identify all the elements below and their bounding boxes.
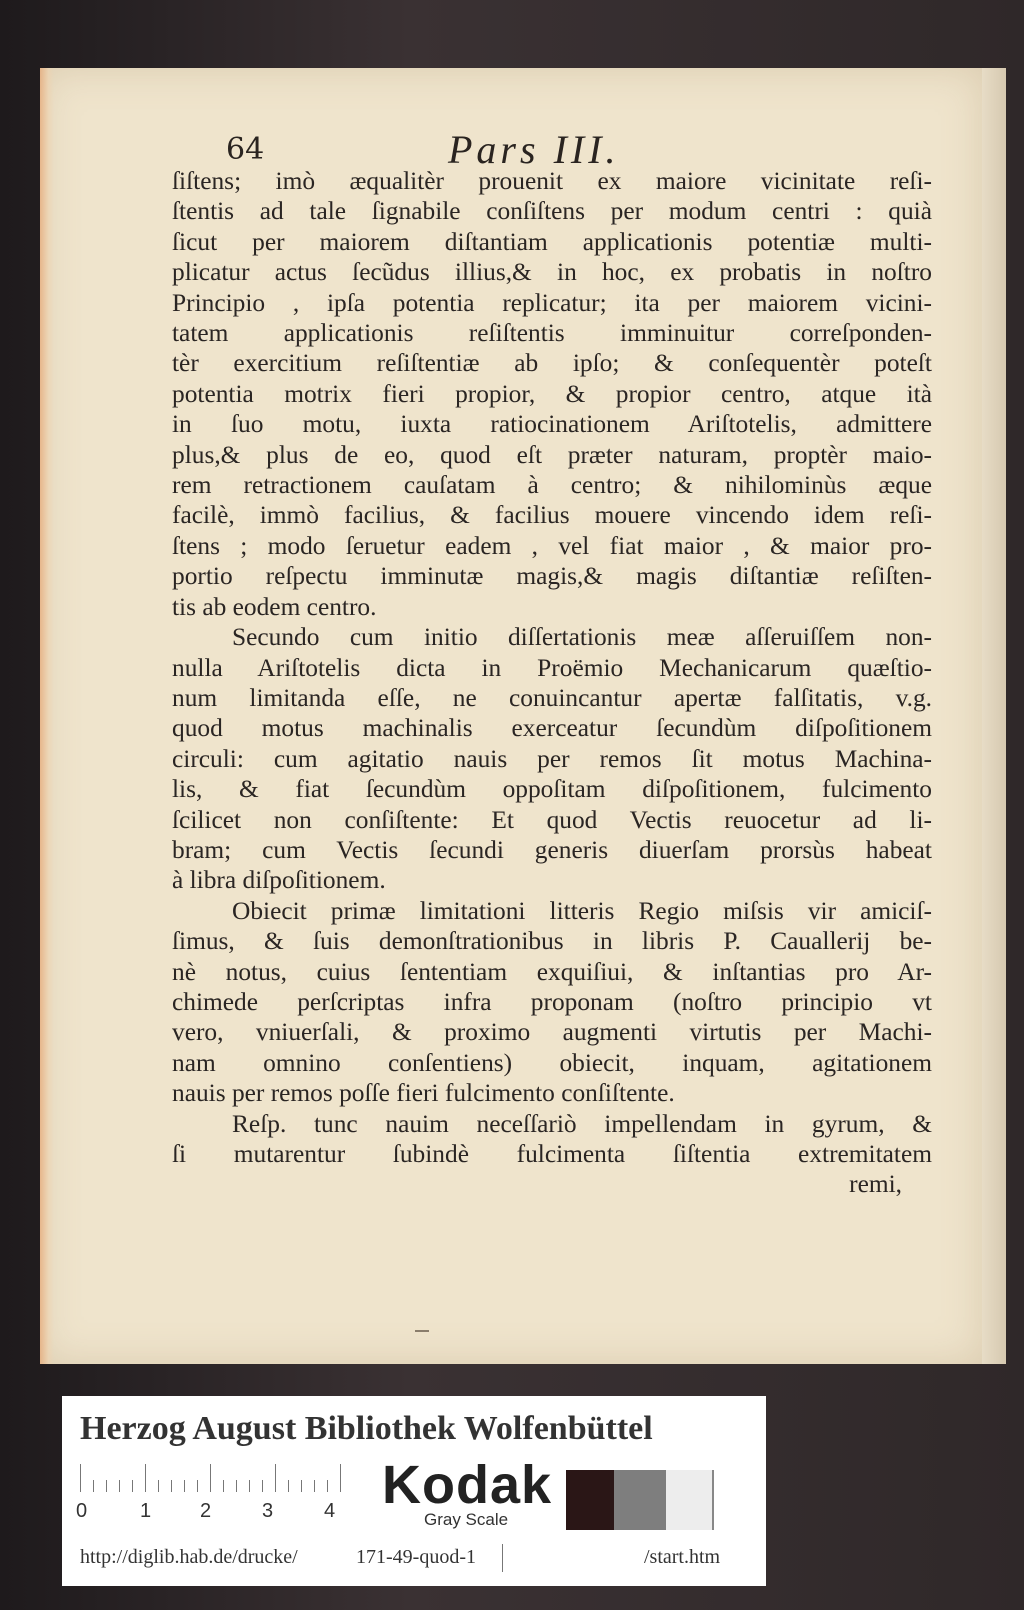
scale-number: 0 xyxy=(76,1500,88,1522)
kodak-logo: Kodak xyxy=(382,1455,553,1515)
ruler-tick xyxy=(171,1480,172,1492)
body-text xyxy=(172,166,932,1200)
url-suffix: /start.htm xyxy=(644,1546,721,1568)
page-mark xyxy=(415,1330,429,1332)
text-line: plus,& plus de eo, quod eſt præter naturam, proptèr maio- xyxy=(172,440,932,469)
text-line: Principio , ipſa potentia replicatur; ita per maiorem vicini- xyxy=(172,288,932,317)
text-line: lis, & fiat ſecundùm oppoſitam diſpoſitionem, fulcimento xyxy=(172,775,932,804)
url-separator xyxy=(502,1544,503,1572)
ruler-tick xyxy=(210,1464,211,1492)
catchword: remi, xyxy=(849,1170,902,1199)
text-line: ſtens ; modo ſeruetur eadem , vel fiat maior , & maior pro- xyxy=(172,531,932,560)
text-line: tis ab eodem centro. xyxy=(172,592,377,621)
text-line: facilè, immò facilius, & facilius mouere vincendo idem reſi- xyxy=(172,501,932,530)
text-line: Obiecit primæ limitationi litteris Regio miſsis vir amiciſ- xyxy=(232,896,932,925)
text-line: in ſuo motu, iuxta ratiocinationem Ariſtotelis, admittere xyxy=(172,410,932,439)
text-line: ſicut per maiorem diſtantiam applicationis potentiæ multi- xyxy=(172,227,932,256)
gray-swatch xyxy=(614,1470,666,1530)
page-number: 64 xyxy=(226,132,265,167)
text-line: rem retractionem cauſatam à centro; & nihilominùs æque xyxy=(172,471,932,500)
text-line: ſiſtens; imò æqualitèr prouenit ex maiore vicinitate reſi- xyxy=(172,167,932,195)
text-line: num limitanda eſſe, ne conuincantur apertæ falſitatis, v.g. xyxy=(172,683,932,712)
text-line: Secundo cum initio diſſertationis meæ aſſeruiſſem non- xyxy=(232,623,932,652)
text-line: circuli: cum agitatio nauis per remos ſit motus Machina- xyxy=(172,744,932,773)
gray-scale-label: Gray Scale xyxy=(424,1510,509,1529)
ruler-tick xyxy=(132,1480,133,1492)
ruler-tick xyxy=(145,1464,146,1492)
text-line: nam omnino conſentiens) obiecit, inquam, agitationem xyxy=(172,1048,932,1077)
ruler-tick xyxy=(223,1480,224,1492)
ruler-tick xyxy=(262,1480,263,1492)
text-line: potentia motrix fieri propior, & propior centro, atque ità xyxy=(172,379,932,408)
text-line: Reſp. tunc nauim neceſſariò impellendam in gyrum, & xyxy=(232,1109,932,1138)
library-name: Herzog August Bibliothek Wolfenbüttel xyxy=(80,1410,653,1447)
ruler-tick xyxy=(119,1480,120,1492)
text-line: à libra diſpoſitionem. xyxy=(172,866,386,895)
ruler-tick xyxy=(327,1480,328,1492)
text-line: ſtentis ad tale ſignabile conſiſtens per modum centri : quià xyxy=(172,197,932,226)
ruler-tick xyxy=(197,1480,198,1492)
text-line: plicatur actus ſecũdus illius,& in hoc, ex probatis in noſtro xyxy=(172,258,932,287)
scale-number: 2 xyxy=(200,1500,212,1522)
text-line: chimede perſcriptas infra proponam (noſtro principio vt xyxy=(172,987,932,1016)
text-line: ſi mutarentur ſubindè fulcimenta ſiſtentia extremitatem xyxy=(172,1140,932,1168)
ruler-tick xyxy=(158,1480,159,1492)
text-line: nulla Ariſtotelis dicta in Proëmio Mechanicarum quæſtio- xyxy=(172,653,932,682)
black-swatch xyxy=(566,1470,614,1530)
ruler-tick xyxy=(288,1480,289,1492)
page-left-edge xyxy=(40,68,54,1364)
text-line: quod motus machinalis exerceatur ſecundùm diſpoſitionem xyxy=(172,714,932,743)
ruler-tick xyxy=(314,1480,315,1492)
white-swatch xyxy=(666,1470,714,1530)
scale-number: 4 xyxy=(324,1500,336,1522)
ruler-tick xyxy=(249,1480,250,1492)
running-head: Pars III. xyxy=(448,127,620,172)
page-right-edge xyxy=(982,68,1006,1364)
ruler-tick xyxy=(340,1464,341,1492)
text-line: bram; cum Vectis ſecundi generis diuerſam prorsùs habeat xyxy=(172,835,932,864)
ruler-tick xyxy=(275,1464,276,1492)
url-base: http://diglib.hab.de/drucke/ xyxy=(80,1546,298,1568)
ruler-tick xyxy=(236,1480,237,1492)
scale-ruler xyxy=(80,1464,342,1492)
text-line: vero, vniuerſali, & proximo augmenti virtutis per Machi- xyxy=(172,1018,932,1047)
text-line: tatem applicationis reſiſtentis imminuitur correſponden- xyxy=(172,319,932,348)
ruler-tick xyxy=(93,1480,94,1492)
text-line: nè notus, cuius ſententiam exquiſiui, & inſtantias pro Ar- xyxy=(172,957,932,986)
url-id: 171-49-quod-1 xyxy=(356,1546,476,1568)
scale-number: 3 xyxy=(262,1500,274,1522)
ruler-tick xyxy=(80,1464,81,1492)
text-line: ſimus, & ſuis demonſtrationibus in libris P. Cauallerij be- xyxy=(172,927,932,956)
ruler-tick xyxy=(106,1480,107,1492)
kodak-color-card xyxy=(62,1396,766,1586)
text-line: tèr exercitium reſiſtentiæ ab ipſo; & conſequentèr poteſt xyxy=(172,349,932,378)
text-line: ſcilicet non conſiſtente: Et quod Vectis reuocetur ad li- xyxy=(172,805,932,834)
text-line: nauis per remos poſſe fieri fulcimento conſiſtente. xyxy=(172,1079,675,1108)
text-line: portio reſpectu imminutæ magis,& magis diſtantiæ reſiſten- xyxy=(172,562,932,591)
ruler-tick xyxy=(184,1480,185,1492)
scale-number: 1 xyxy=(140,1500,152,1522)
ruler-tick xyxy=(301,1480,302,1492)
